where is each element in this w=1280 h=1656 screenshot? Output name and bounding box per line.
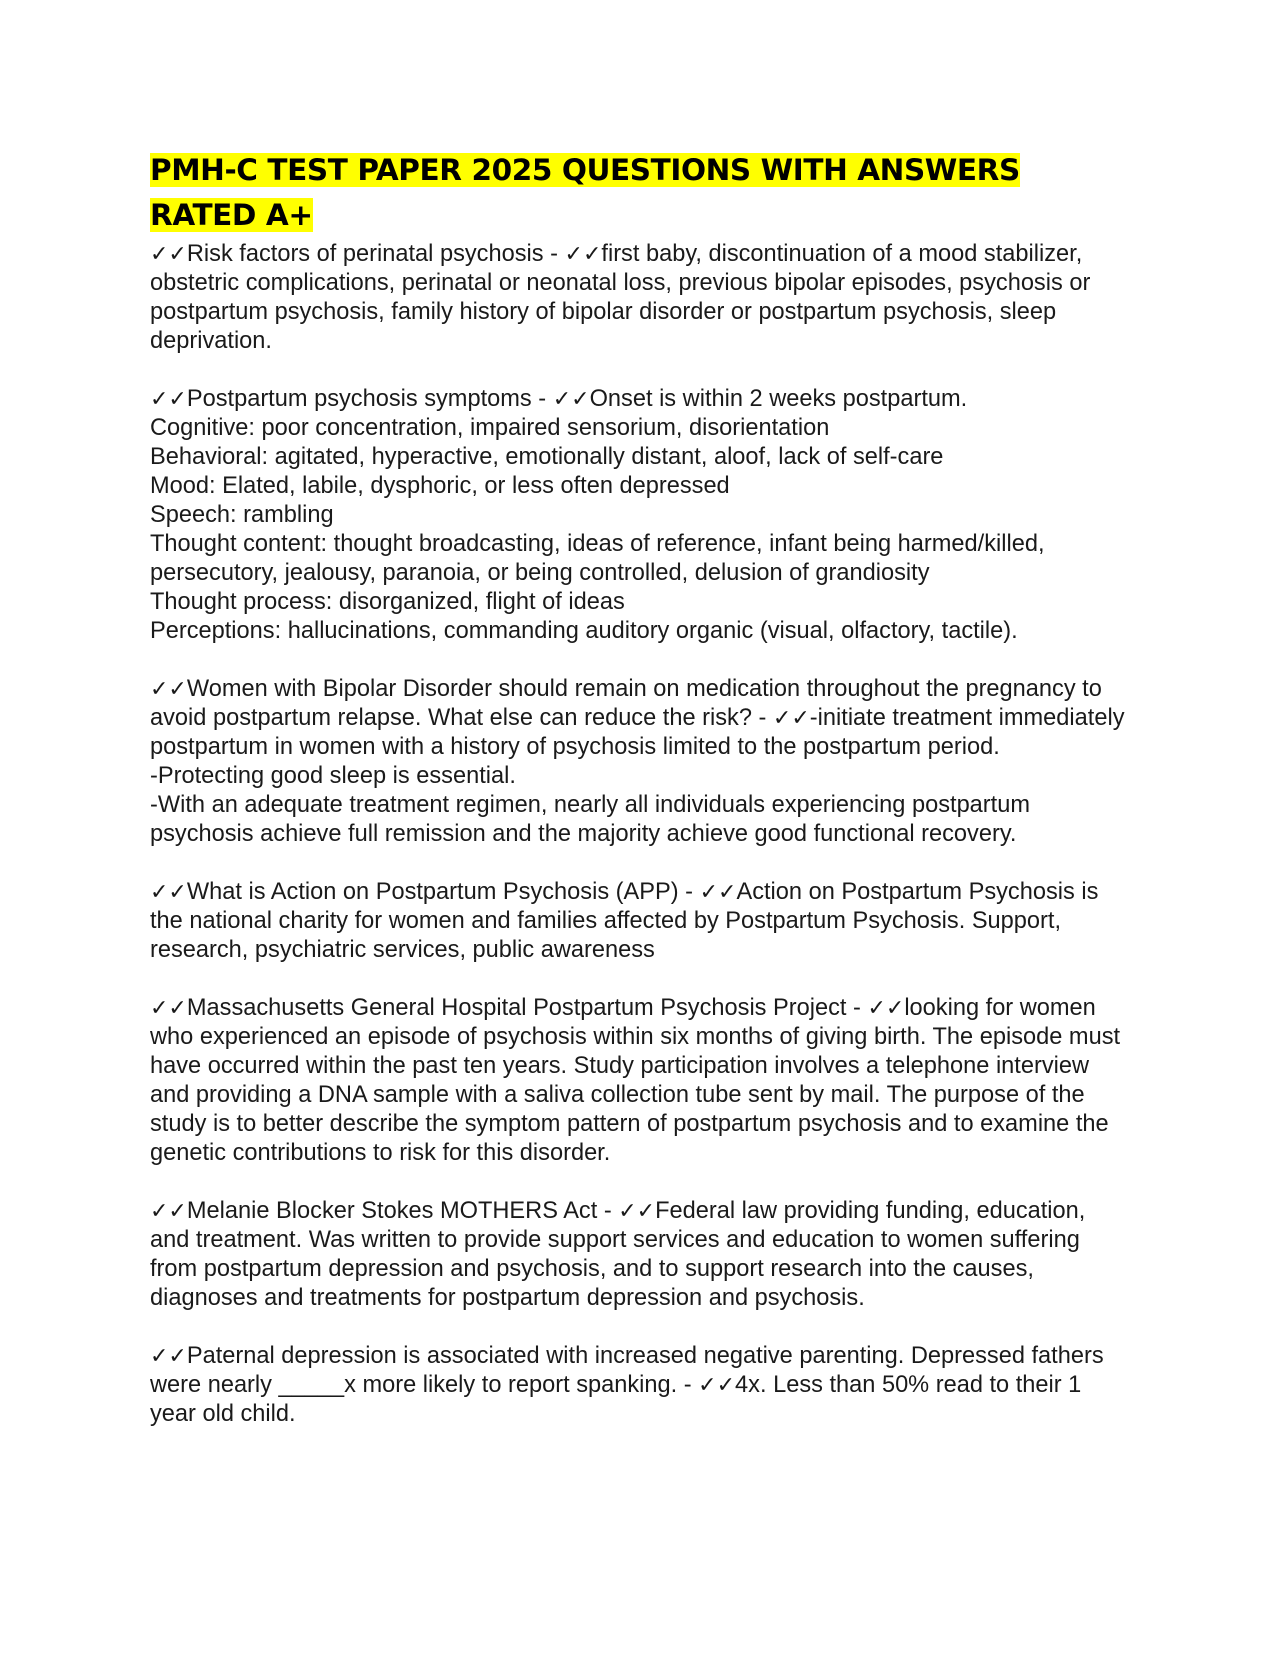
question-text: Women with Bipolar Disorder should remain on medication throughout the pregnancy to avoid postpartum relapse. What else can reduce the risk? - bbox=[150, 676, 1109, 731]
qa-text bbox=[150, 878, 1130, 965]
answer-text: Federal law providing funding, education, and treatment. Was written to provide support services and education to women suffering from postpartum depression and psychosis, and to support research into the causes, diagnoses and treatments for postpartum depression and psychosis. bbox=[150, 1198, 1092, 1311]
answer-text: -initiate treatment immediately postpartum in women with a history of psychosis limited to the postpartum period. bbox=[150, 705, 1132, 760]
qa-item bbox=[150, 240, 1130, 356]
check-mark-icon: ✓✓ bbox=[150, 880, 187, 905]
answer-detail-line: Thought content: thought broadcasting, ideas of reference, infant being harmed/killed, persecutory, jealousy, paranoia, or being controlled, delusion of grandiosity bbox=[150, 531, 1052, 586]
check-mark-icon: ✓✓ bbox=[618, 1199, 656, 1224]
qa-item bbox=[150, 675, 1130, 849]
check-mark-icon: ✓✓ bbox=[552, 387, 590, 412]
check-mark-icon: ✓✓ bbox=[699, 880, 737, 905]
document-title bbox=[150, 148, 1130, 238]
qa-text bbox=[150, 675, 1130, 762]
check-mark-icon: ✓✓ bbox=[150, 387, 187, 412]
answer-text: looking for women who experienced an episode of psychosis within six months of giving birth. The episode must have occurred within the past ten years. Study participation involves a telephone interview and providing a DNA sample with a saliva collection tube sent by mail. The purpose of the study is to better describe the symptom pattern of postpartum psychosis and to examine the genetic contributions to risk for this disorder. bbox=[150, 995, 1127, 1166]
answer-detail-line: -Protecting good sleep is essential. bbox=[150, 763, 516, 789]
qa-text bbox=[150, 1342, 1130, 1429]
question-text: Melanie Blocker Stokes MOTHERS Act - bbox=[186, 1198, 619, 1224]
qa-text bbox=[150, 385, 1130, 414]
answer-text: first baby, discontinuation of a mood stabilizer, obstetric complications, perinatal or neonatal loss, previous bipolar episodes, psychosis or postpartum psychosis, family history of bipolar disorder or postpartum psychosis, sleep deprivation. bbox=[150, 241, 1097, 354]
check-mark-icon: ✓✓ bbox=[698, 1373, 736, 1398]
question-text: What is Action on Postpartum Psychosis (APP) - bbox=[186, 879, 700, 905]
qa-list bbox=[150, 240, 1130, 1429]
answer-text: Action on Postpartum Psychosis is the national charity for women and families affected by Postpartum Psychosis. Support, research, psychiatric services, public awareness bbox=[150, 879, 1105, 963]
title-highlight: PMH-C TEST PAPER 2025 QUESTIONS WITH ANSWERS RATED A+ bbox=[150, 153, 1020, 232]
answer-text: 4x. Less than 50% read to their 1 year old child. bbox=[150, 1372, 1088, 1427]
question-text: Paternal depression is associated with increased negative parenting. Depressed fathers were nearly _____x more likely to report spanking. - bbox=[150, 1343, 1111, 1398]
qa-text bbox=[150, 240, 1130, 356]
question-text: Postpartum psychosis symptoms - bbox=[186, 386, 553, 412]
check-mark-icon: ✓✓ bbox=[150, 677, 187, 702]
qa-text bbox=[150, 994, 1130, 1168]
answer-detail-line: -With an adequate treatment regimen, nearly all individuals experiencing postpartum psychosis achieve full remission and the majority achieve good functional recovery. bbox=[150, 792, 1037, 847]
question-text: Massachusetts General Hospital Postpartum Psychosis Project - bbox=[186, 995, 868, 1021]
answer-detail-line: Speech: rambling bbox=[150, 502, 334, 528]
document-page bbox=[150, 148, 1130, 1458]
qa-item bbox=[150, 385, 1130, 646]
qa-item bbox=[150, 1197, 1130, 1313]
check-mark-icon: ✓✓ bbox=[867, 996, 905, 1021]
answer-detail-line: Cognitive: poor concentration, impaired sensorium, disorientation bbox=[150, 415, 830, 441]
check-mark-icon: ✓✓ bbox=[150, 242, 187, 267]
qa-item bbox=[150, 878, 1130, 965]
answer-detail-line: Behavioral: agitated, hyperactive, emotionally distant, aloof, lack of self-care bbox=[150, 444, 944, 470]
answer-text: Onset is within 2 weeks postpartum. bbox=[589, 386, 968, 412]
check-mark-icon: ✓✓ bbox=[150, 1199, 187, 1224]
check-mark-icon: ✓✓ bbox=[772, 706, 810, 731]
answer-detail-line: Mood: Elated, labile, dysphoric, or less often depressed bbox=[150, 473, 730, 499]
qa-item bbox=[150, 994, 1130, 1168]
check-mark-icon: ✓✓ bbox=[150, 1344, 187, 1369]
qa-item bbox=[150, 1342, 1130, 1429]
check-mark-icon: ✓✓ bbox=[564, 242, 602, 267]
qa-text bbox=[150, 1197, 1130, 1313]
question-text: Risk factors of perinatal psychosis - bbox=[186, 241, 565, 267]
answer-detail-line: Thought process: disorganized, flight of ideas bbox=[150, 589, 625, 615]
answer-detail-line: Perceptions: hallucinations, commanding auditory organic (visual, olfactory, tactile). bbox=[150, 618, 1018, 644]
check-mark-icon: ✓✓ bbox=[150, 996, 187, 1021]
